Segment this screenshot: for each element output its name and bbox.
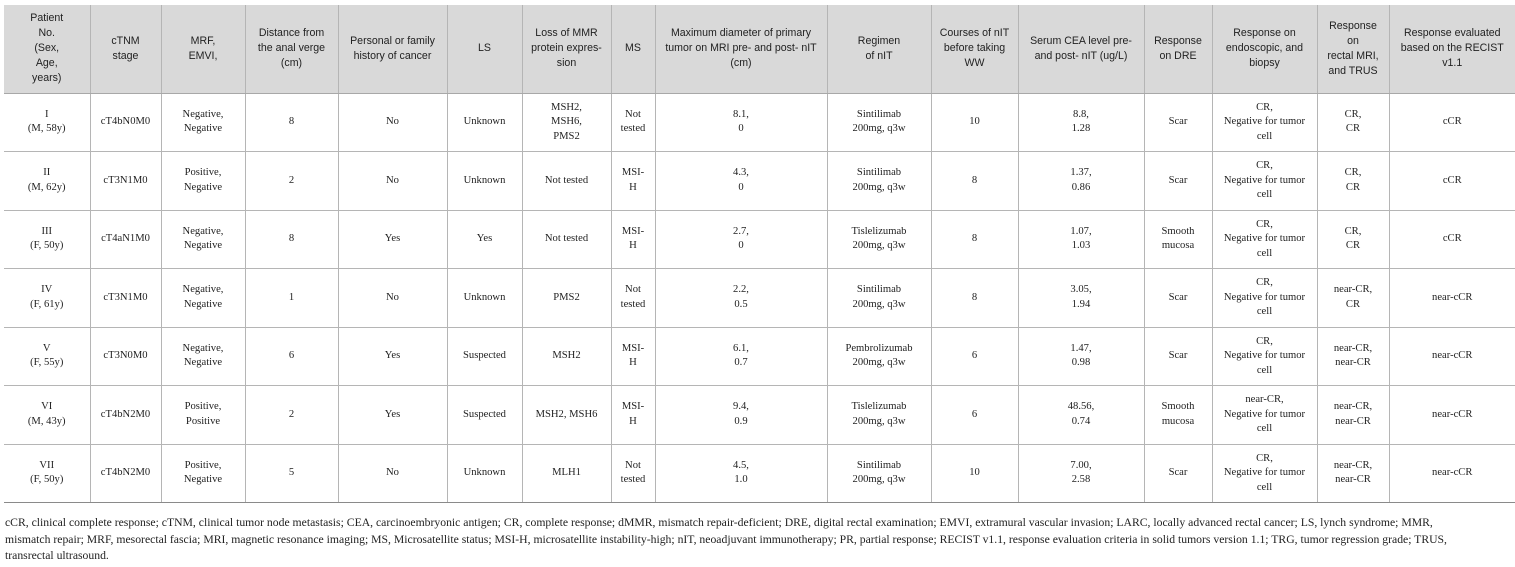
table-cell: 48.56, 0.74 [1018, 386, 1144, 445]
table-cell: Scar [1144, 269, 1212, 328]
table-cell: 1.37, 0.86 [1018, 152, 1144, 211]
table-cell: Yes [338, 386, 447, 445]
table-cell: Suspected [447, 386, 522, 445]
header-row [4, 5, 1515, 93]
table-cell: cT4aN1M0 [90, 210, 161, 269]
table-cell: Scar [1144, 327, 1212, 386]
table-cell: MSH2, MSH6 [522, 386, 611, 445]
table-cell: 1 [245, 269, 338, 328]
column-header: LS [447, 5, 522, 93]
table-cell: near-CR, CR [1317, 269, 1389, 328]
table-cell: 1.07, 1.03 [1018, 210, 1144, 269]
table-cell: No [338, 93, 447, 152]
table-cell: cCR [1389, 93, 1515, 152]
column-header: Courses of nIT before taking WW [931, 5, 1018, 93]
table-cell: CR, Negative for tumor cell [1212, 269, 1317, 328]
patient-characteristics-table [4, 5, 1515, 503]
table-cell: CR, Negative for tumor cell [1212, 210, 1317, 269]
table-cell: 2 [245, 386, 338, 445]
table-cell: near-cCR [1389, 444, 1515, 503]
table-cell: 7.00, 2.58 [1018, 444, 1144, 503]
table-cell: Positive, Negative [161, 444, 245, 503]
table-cell: Positive, Negative [161, 152, 245, 211]
table-cell: near-CR, near-CR [1317, 444, 1389, 503]
table-cell: CR, Negative for tumor cell [1212, 444, 1317, 503]
table-cell: cT3N1M0 [90, 269, 161, 328]
column-header: cTNM stage [90, 5, 161, 93]
table-cell: 8 [931, 152, 1018, 211]
table-row [4, 386, 1515, 445]
column-header: Patient No. (Sex, Age, years) [4, 5, 90, 93]
table-cell: 6 [931, 386, 1018, 445]
table-cell: Sintilimab 200mg, q3w [827, 93, 931, 152]
table-cell: 3.05, 1.94 [1018, 269, 1144, 328]
table-cell: cCR [1389, 152, 1515, 211]
table-cell: Positive, Positive [161, 386, 245, 445]
table-cell: Scar [1144, 93, 1212, 152]
table-cell: 2.7, 0 [655, 210, 827, 269]
table-cell: 8.1, 0 [655, 93, 827, 152]
table-cell: Negative, Negative [161, 327, 245, 386]
table-cell: Sintilimab 200mg, q3w [827, 444, 931, 503]
table-cell: 5 [245, 444, 338, 503]
table-cell: CR, Negative for tumor cell [1212, 93, 1317, 152]
table-cell: Unknown [447, 269, 522, 328]
table-cell: CR, CR [1317, 152, 1389, 211]
table-cell: near-cCR [1389, 269, 1515, 328]
table-body [4, 93, 1515, 503]
table-row [4, 93, 1515, 152]
table-cell: Negative, Negative [161, 210, 245, 269]
table-cell: 1.47, 0.98 [1018, 327, 1144, 386]
table-cell: PMS2 [522, 269, 611, 328]
column-header: Serum CEA level pre- and post- nIT (ug/L) [1018, 5, 1144, 93]
table-cell: VII (F, 50y) [4, 444, 90, 503]
table-cell: 8 [245, 93, 338, 152]
table-cell: Smooth mucosa [1144, 210, 1212, 269]
table-cell: Not tested [611, 269, 655, 328]
column-header: Personal or family history of cancer [338, 5, 447, 93]
table-cell: 9.4, 0.9 [655, 386, 827, 445]
table-cell: Yes [338, 210, 447, 269]
table-cell: 6 [245, 327, 338, 386]
column-header: Loss of MMR protein expres- sion [522, 5, 611, 93]
table-cell: Tislelizumab 200mg, q3w [827, 210, 931, 269]
table-cell: Tislelizumab 200mg, q3w [827, 386, 931, 445]
table-cell: 10 [931, 93, 1018, 152]
table-cell: near-CR, Negative for tumor cell [1212, 386, 1317, 445]
table-cell: cT4bN0M0 [90, 93, 161, 152]
table-cell: Unknown [447, 93, 522, 152]
table-cell: near-cCR [1389, 327, 1515, 386]
column-header: Regimen of nIT [827, 5, 931, 93]
table-row [4, 152, 1515, 211]
table-cell: CR, Negative for tumor cell [1212, 152, 1317, 211]
table-cell: near-cCR [1389, 386, 1515, 445]
column-header: Response on DRE [1144, 5, 1212, 93]
table-cell: VI (M, 43y) [4, 386, 90, 445]
table-cell: Negative, Negative [161, 93, 245, 152]
table-cell: 4.3, 0 [655, 152, 827, 211]
column-header: Response evaluated based on the RECIST v1.1 [1389, 5, 1515, 93]
table-cell: Sintilimab 200mg, q3w [827, 152, 931, 211]
table-cell: Unknown [447, 152, 522, 211]
table-cell: V (F, 55y) [4, 327, 90, 386]
table-cell: 2 [245, 152, 338, 211]
table-cell: Not tested [522, 152, 611, 211]
table-cell: MLH1 [522, 444, 611, 503]
table-cell: MSH2 [522, 327, 611, 386]
table-cell: Scar [1144, 444, 1212, 503]
table-footnote: cCR, clinical complete response; cTNM, clinical tumor node metastasis; CEA, carcinoembryonic antigen; CR, complete response; dMMR, mismatch repair-deficient; DRE, digital rectal examination; EMVI, extramural vascular invasion; LARC, locally advanced rectal cancer; LS, lynch syndrome; MMR, mismatch repair; MRF, mesorectal fascia; MRI, magnetic resonance imaging; MS, Microsatellite status; MSI-H, microsatellite instability-high; nIT, neoadjuvant immunotherapy; PR, partial response; RECIST v1.1, response evaluation criteria in solid tumors version 1.1; TRG, tumor regression grade; TRUS, transrectal ultrasound. [5, 516, 1447, 562]
table-cell: No [338, 269, 447, 328]
column-header: Maximum diameter of primary tumor on MRI pre- and post- nIT (cm) [655, 5, 827, 93]
table-cell: Scar [1144, 152, 1212, 211]
table-cell: I (M, 58y) [4, 93, 90, 152]
table-cell: MSI- H [611, 210, 655, 269]
table-cell: cCR [1389, 210, 1515, 269]
table-cell: 2.2, 0.5 [655, 269, 827, 328]
table-cell: MSH2, MSH6, PMS2 [522, 93, 611, 152]
column-header: MS [611, 5, 655, 93]
column-header: Response on rectal MRI, and TRUS [1317, 5, 1389, 93]
table-cell: Not tested [611, 444, 655, 503]
table-cell: No [338, 152, 447, 211]
table-cell: near-CR, near-CR [1317, 327, 1389, 386]
table-cell: 6.1, 0.7 [655, 327, 827, 386]
column-header: Distance from the anal verge (cm) [245, 5, 338, 93]
table-cell: 10 [931, 444, 1018, 503]
table-row [4, 210, 1515, 269]
table-cell: CR, CR [1317, 210, 1389, 269]
table-cell: No [338, 444, 447, 503]
column-header: Response on endoscopic, and biopsy [1212, 5, 1317, 93]
table-cell: CR, Negative for tumor cell [1212, 327, 1317, 386]
table-cell: Smooth mucosa [1144, 386, 1212, 445]
table-cell: 6 [931, 327, 1018, 386]
table-cell: Not tested [611, 93, 655, 152]
table-cell: cT4bN2M0 [90, 386, 161, 445]
table-cell: Not tested [522, 210, 611, 269]
table-cell: cT4bN2M0 [90, 444, 161, 503]
table-cell: Yes [447, 210, 522, 269]
table-cell: 4.5, 1.0 [655, 444, 827, 503]
table-cell: near-CR, near-CR [1317, 386, 1389, 445]
table-cell: 8 [245, 210, 338, 269]
table-cell: cT3N0M0 [90, 327, 161, 386]
table-row [4, 444, 1515, 503]
table-cell: cT3N1M0 [90, 152, 161, 211]
table-cell: MSI- H [611, 327, 655, 386]
table-cell: Pembrolizumab 200mg, q3w [827, 327, 931, 386]
table-cell: Unknown [447, 444, 522, 503]
table-cell: II (M, 62y) [4, 152, 90, 211]
table-cell: Negative, Negative [161, 269, 245, 328]
table-cell: 8 [931, 210, 1018, 269]
column-header: MRF, EMVI, [161, 5, 245, 93]
table-cell: IV (F, 61y) [4, 269, 90, 328]
table-cell: Suspected [447, 327, 522, 386]
table-cell: MSI- H [611, 152, 655, 211]
table-cell: 8 [931, 269, 1018, 328]
table-cell: 8.8, 1.28 [1018, 93, 1144, 152]
table-cell: Sintilimab 200mg, q3w [827, 269, 931, 328]
table-cell: CR, CR [1317, 93, 1389, 152]
table-cell: III (F, 50y) [4, 210, 90, 269]
table-cell: MSI- H [611, 386, 655, 445]
table-row [4, 327, 1515, 386]
table-cell: Yes [338, 327, 447, 386]
table-row [4, 269, 1515, 328]
